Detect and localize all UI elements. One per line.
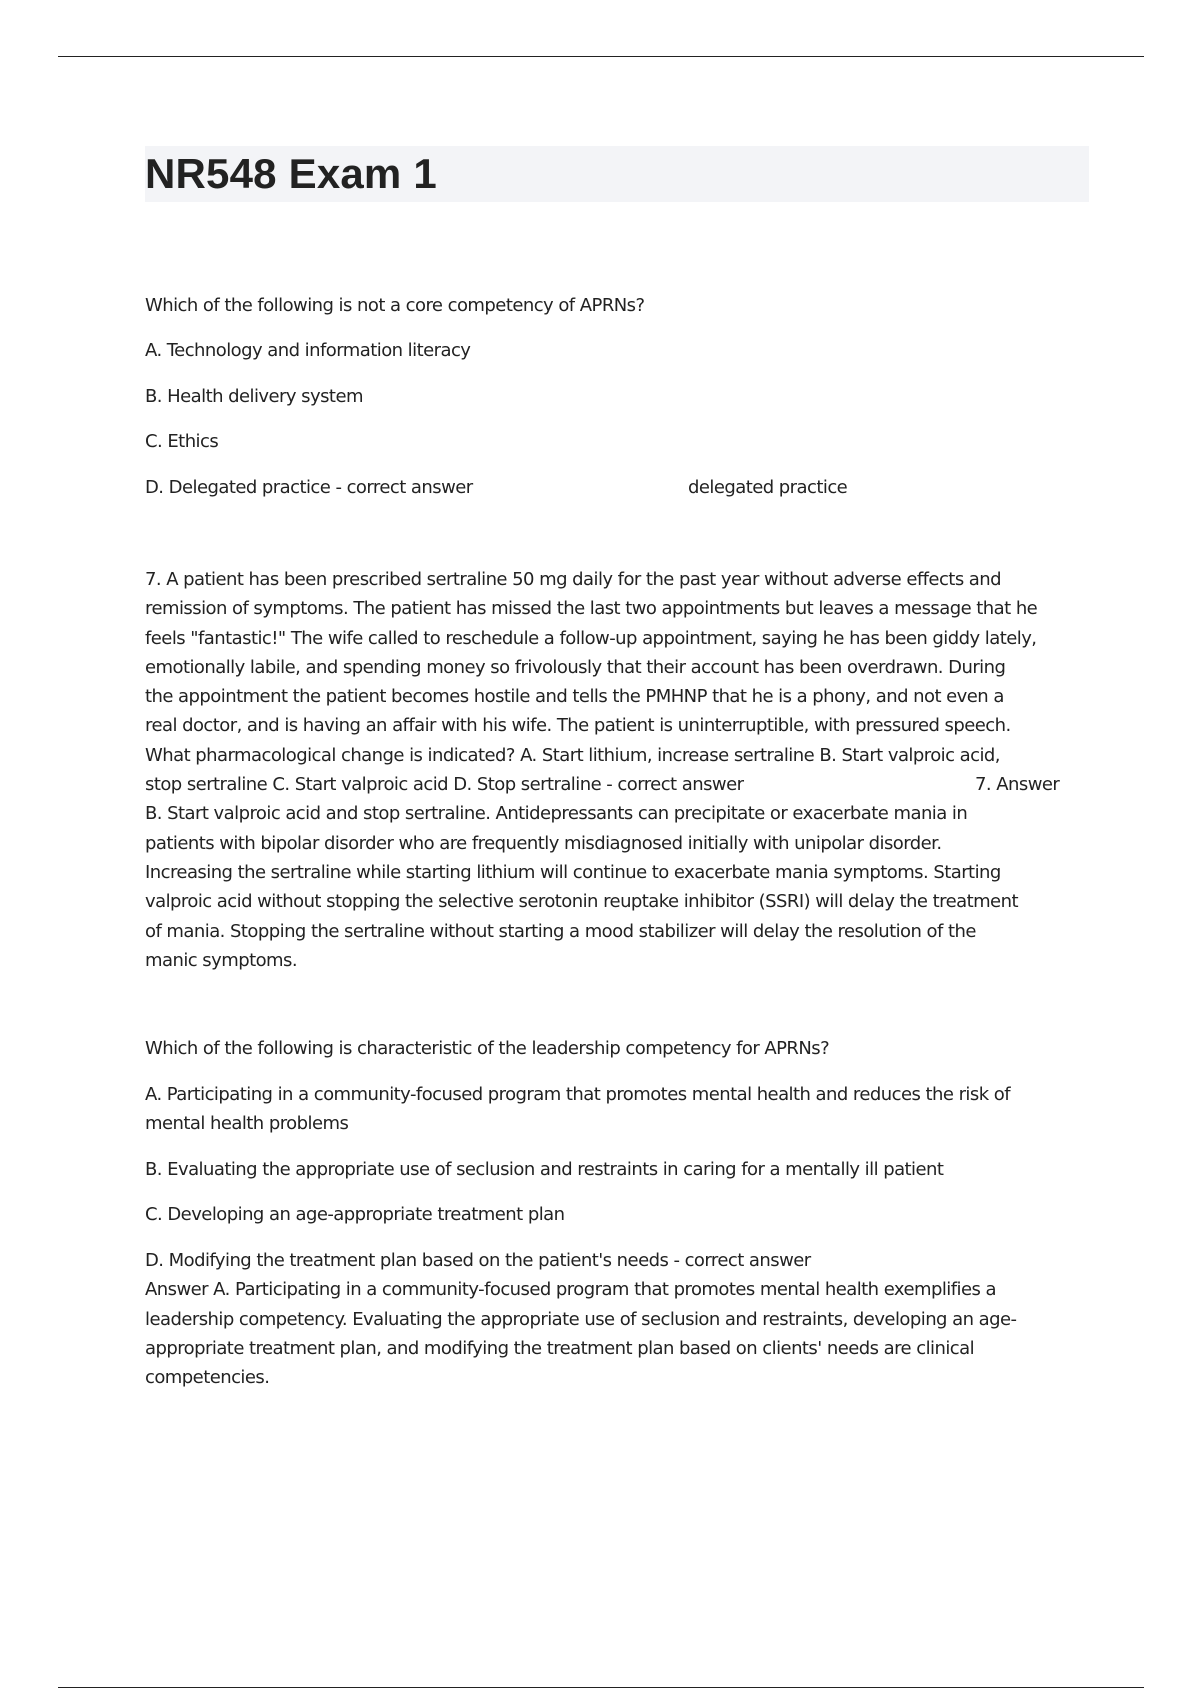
q3-option-a-line: A. Participating in a community-focused program that promotes mental health and reduces the risk of: [145, 1084, 1011, 1105]
title-band: [145, 146, 1089, 202]
q2-line: B. Start valproic acid and stop sertraline. Antidepressants can precipitate or exacerbate mania in: [145, 803, 968, 825]
q3-option-c: C. Developing an age-appropriate treatment plan: [145, 1204, 565, 1225]
q2-answer-label: 7. Answer: [975, 774, 1060, 796]
q1-option-b: B. Health delivery system: [145, 386, 363, 407]
q2-paragraph: [145, 565, 1089, 975]
q2-line: of mania. Stopping the sertraline without starting a mood stabilizer will delay the resolution of the: [145, 920, 976, 942]
q3-answer-line: competencies.: [145, 1367, 270, 1389]
q2-line: feels "fantastic!" The wife called to reschedule a follow-up appointment, saying he has been giddy lately,: [145, 627, 1037, 649]
q3-answer-line: leadership competency. Evaluating the appropriate use of seclusion and restraints, developing an age-: [145, 1308, 1017, 1330]
top-rule: [58, 56, 1144, 57]
bottom-rule: [58, 1687, 1144, 1688]
q1-question: Which of the following is not a core competency of APRNs?: [145, 295, 645, 316]
q2-line: the appointment the patient becomes hostile and tells the PMHNP that he is a phony, and not even a: [145, 686, 1004, 708]
q2-line-text: stop sertraline C. Start valproic acid D. Stop sertraline - correct answer: [145, 774, 744, 796]
q3-question: Which of the following is characteristic of the leadership competency for APRNs?: [145, 1038, 830, 1059]
q3-answer-block: [145, 1246, 1089, 1392]
page-title: NR548 Exam 1: [145, 150, 437, 197]
q2-line: real doctor, and is having an affair with his wife. The patient is uninterruptible, with pressured speech.: [145, 715, 1011, 737]
q2-line: remission of symptoms. The patient has missed the last two appointments but leaves a message that he: [145, 598, 1038, 620]
q2-line: manic symptoms.: [145, 949, 298, 971]
q2-line: patients with bipolar disorder who are frequently misdiagnosed initially with unipolar disorder.: [145, 832, 942, 854]
q2-line: [145, 770, 1089, 799]
q2-line: valproic acid without stopping the selective serotonin reuptake inhibitor (SSRI) will delay the treatment: [145, 891, 1018, 913]
q3-option-a-line: mental health problems: [145, 1113, 349, 1135]
q3-option-a: [145, 1080, 1089, 1139]
q2-line: What pharmacological change is indicated? A. Start lithium, increase sertraline B. Start valproic acid,: [145, 744, 1000, 766]
q3-option-b: B. Evaluating the appropriate use of seclusion and restraints in caring for a mentally ill patient: [145, 1159, 944, 1180]
q1-option-c: C. Ethics: [145, 431, 219, 452]
q3-answer-line: Answer A. Participating in a community-focused program that promotes mental health exemplifies a: [145, 1279, 996, 1301]
q2-line: 7. A patient has been prescribed sertraline 50 mg daily for the past year without adverse effects and: [145, 569, 1002, 590]
q1-answer: delegated practice: [688, 477, 848, 498]
q2-line: Increasing the sertraline while starting lithium will continue to exacerbate mania symptoms. Starting: [145, 861, 1001, 883]
q1-option-a: A. Technology and information literacy: [145, 340, 471, 361]
q3-option-d: D. Modifying the treatment plan based on the patient's needs - correct answer: [145, 1250, 811, 1271]
q3-answer-line: appropriate treatment plan, and modifying the treatment plan based on clients' needs are clinical: [145, 1337, 975, 1359]
q1-option-d: D. Delegated practice - correct answer: [145, 477, 473, 498]
q2-line: emotionally labile, and spending money so frivolously that their account has been overdrawn. During: [145, 656, 1006, 678]
